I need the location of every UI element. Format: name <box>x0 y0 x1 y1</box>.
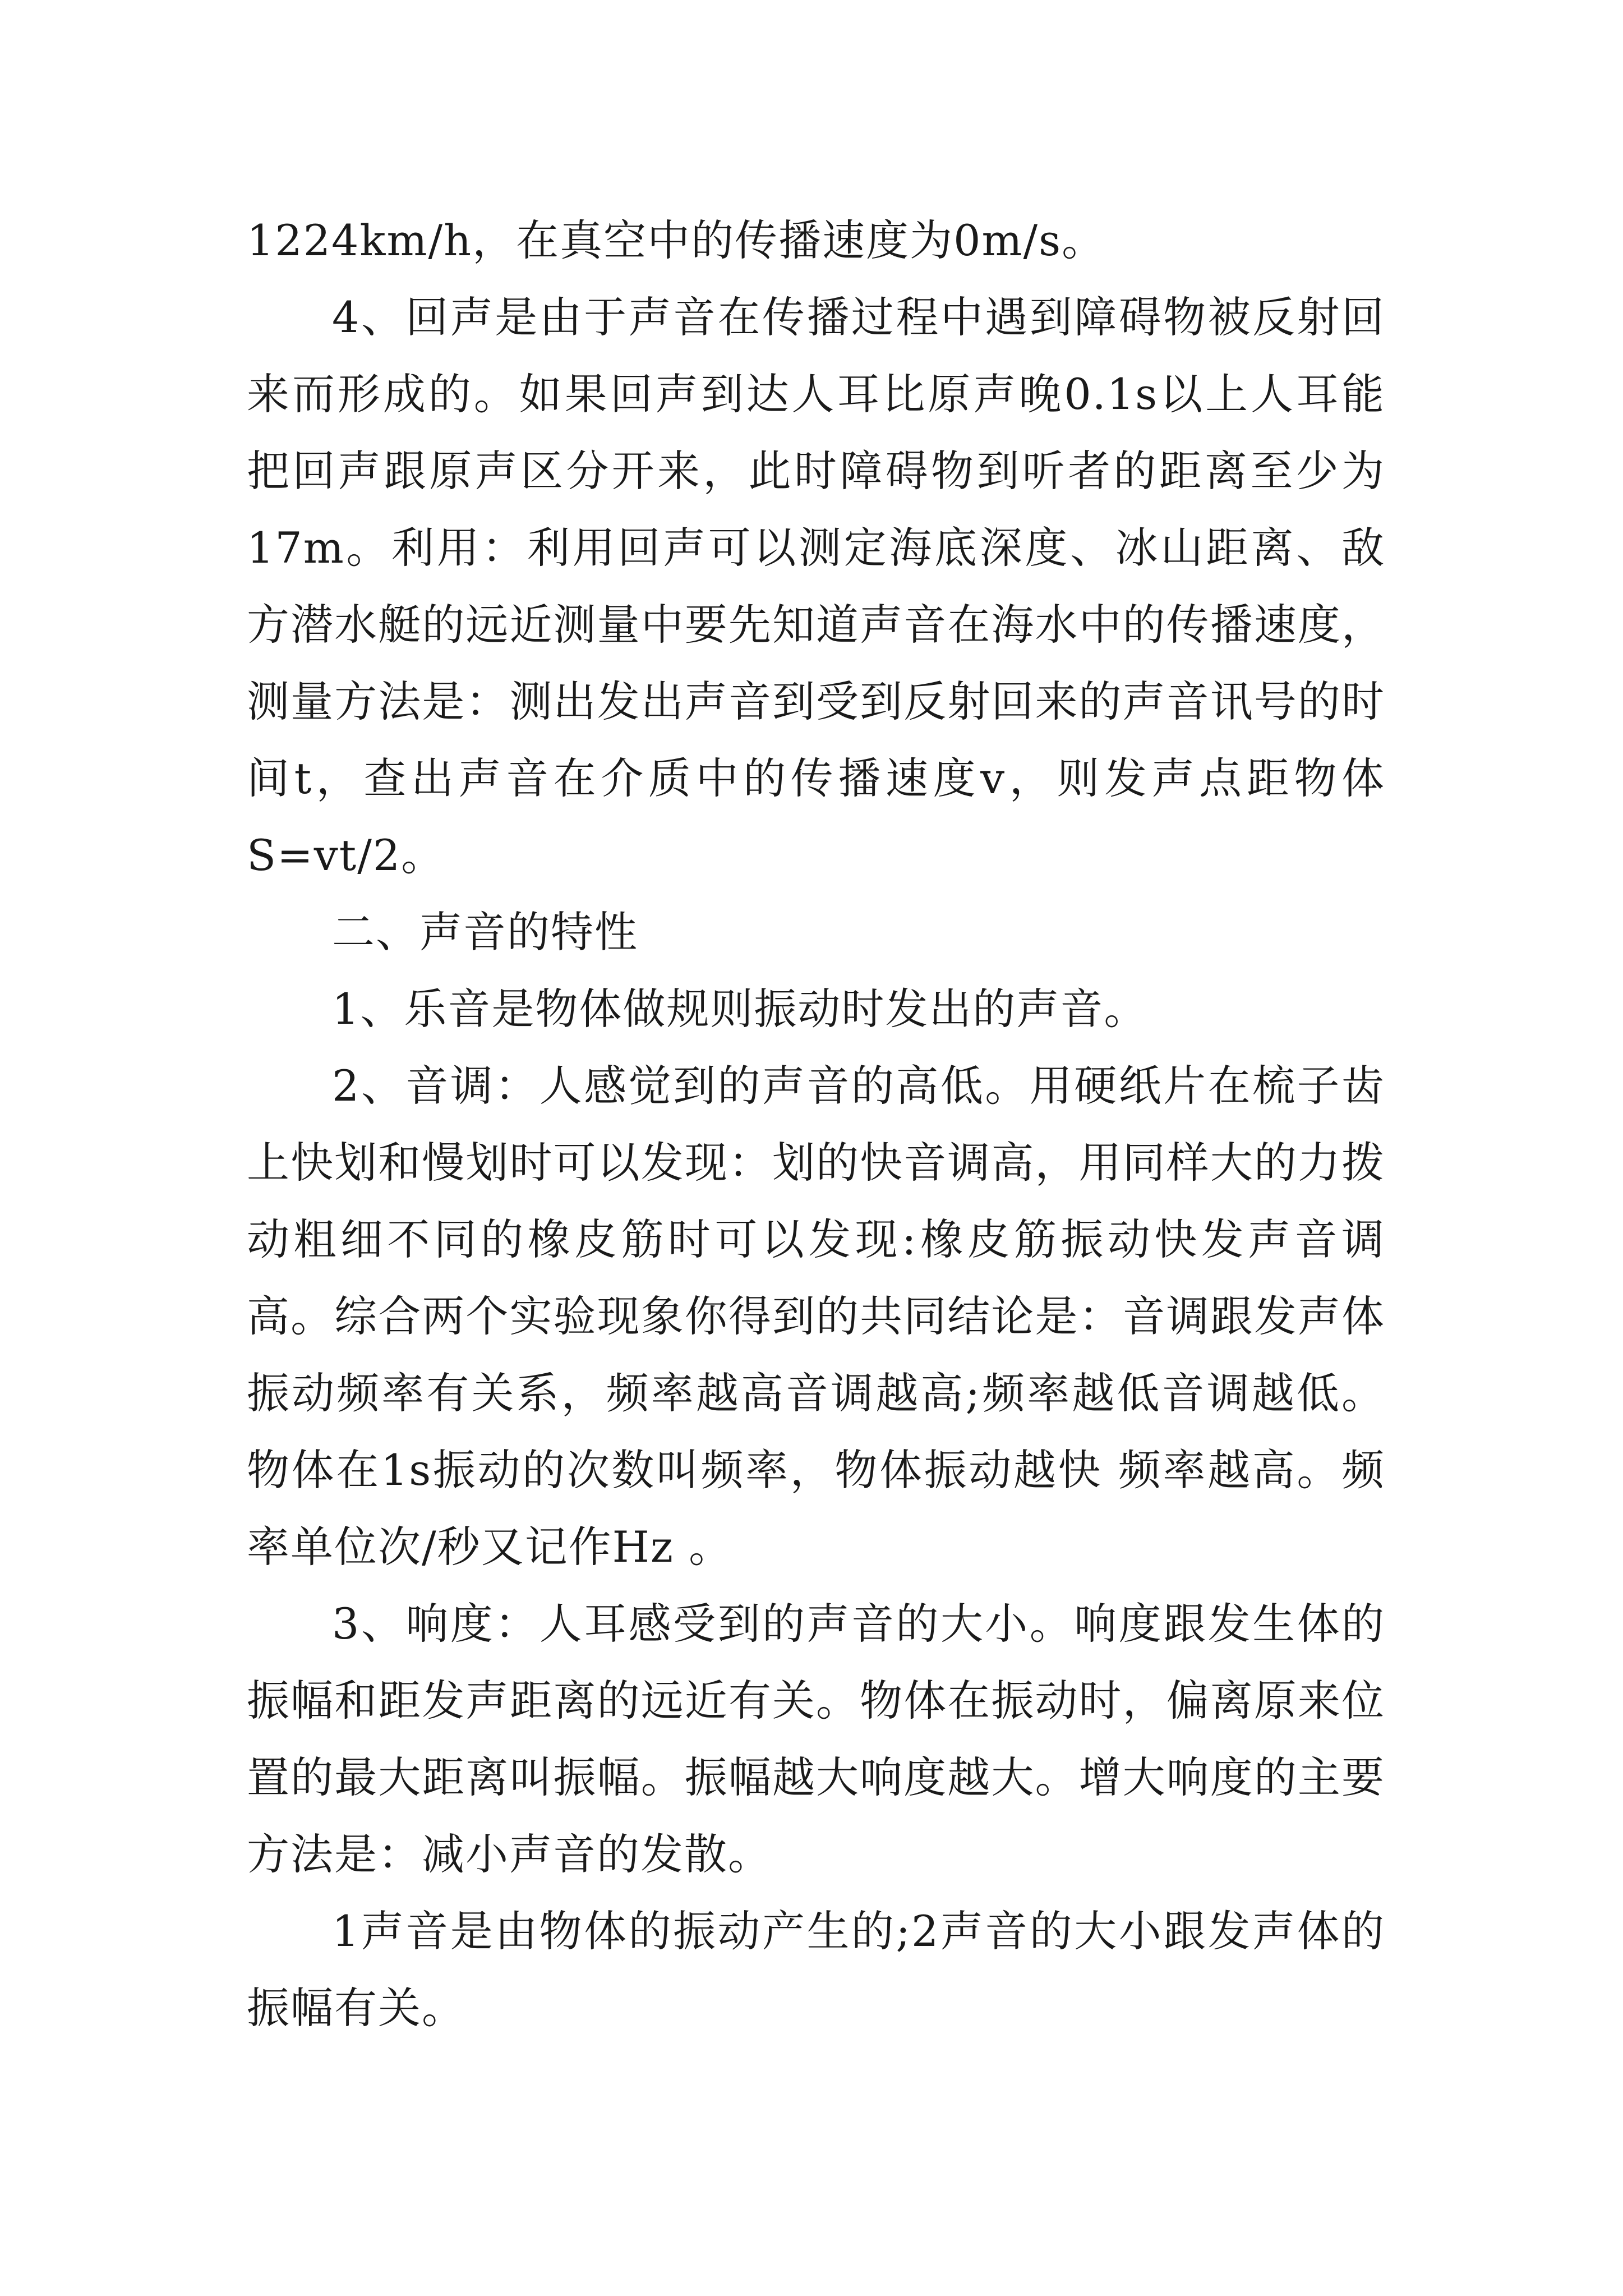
document-body <box>247 202 1385 2046</box>
paragraph-loudness: 3、响度：人耳感受到的声音的大小。响度跟发生体的振幅和距发声距离的远近有关。物体在振动时，偏离原来位置的最大距离叫振幅。振幅越大响度越大。增大响度的主要方法是：减小声音的发散。 <box>247 1599 1385 1879</box>
paragraph-pitch: 2、音调：人感觉到的声音的高低。用硬纸片在梳子齿上快划和慢划时可以发现：划的快音调高，用同样大的力拨动粗细不同的橡皮筋时可以发现:橡皮筋振动快发声音调高。综合两个实验现象你得到的共同结论是：音调跟发声体振动频率有关系，频率越高音调越高;频率越低音调越低。物体在1s振动的次数叫频率，物体振动越快 频率越高。频率单位次/秒又记作Hz 。 <box>247 1061 1385 1572</box>
section-heading-sound-properties: 二、声音的特性 <box>332 907 638 957</box>
paragraph-echo: 4、回声是由于声音在传播过程中遇到障碍物被反射回来而形成的。如果回声到达人耳比原声晚0.1s以上人耳能把回声跟原声区分开来，此时障碍物到听者的距离至少为17m。利用：利用回声可以测定海底深度、冰山距离、敌方潜水艇的远近测量中要先知道声音在海水中的传播速度，测量方法是：测出发出声音到受到反射回来的声音讯号的时间t，查出声音在介质中的传播速度v，则发声点距物体S=vt/2。 <box>247 292 1385 880</box>
paragraph-summary: 1声音是由物体的振动产生的;2声音的大小跟发声体的振幅有关。 <box>247 1906 1385 2033</box>
paragraph-musical-sound: 1、乐音是物体做规则振动时发出的声音。 <box>332 984 1148 1034</box>
paragraph-continuation: 1224km/h，在真空中的传播速度为0m/s。 <box>247 215 1106 265</box>
